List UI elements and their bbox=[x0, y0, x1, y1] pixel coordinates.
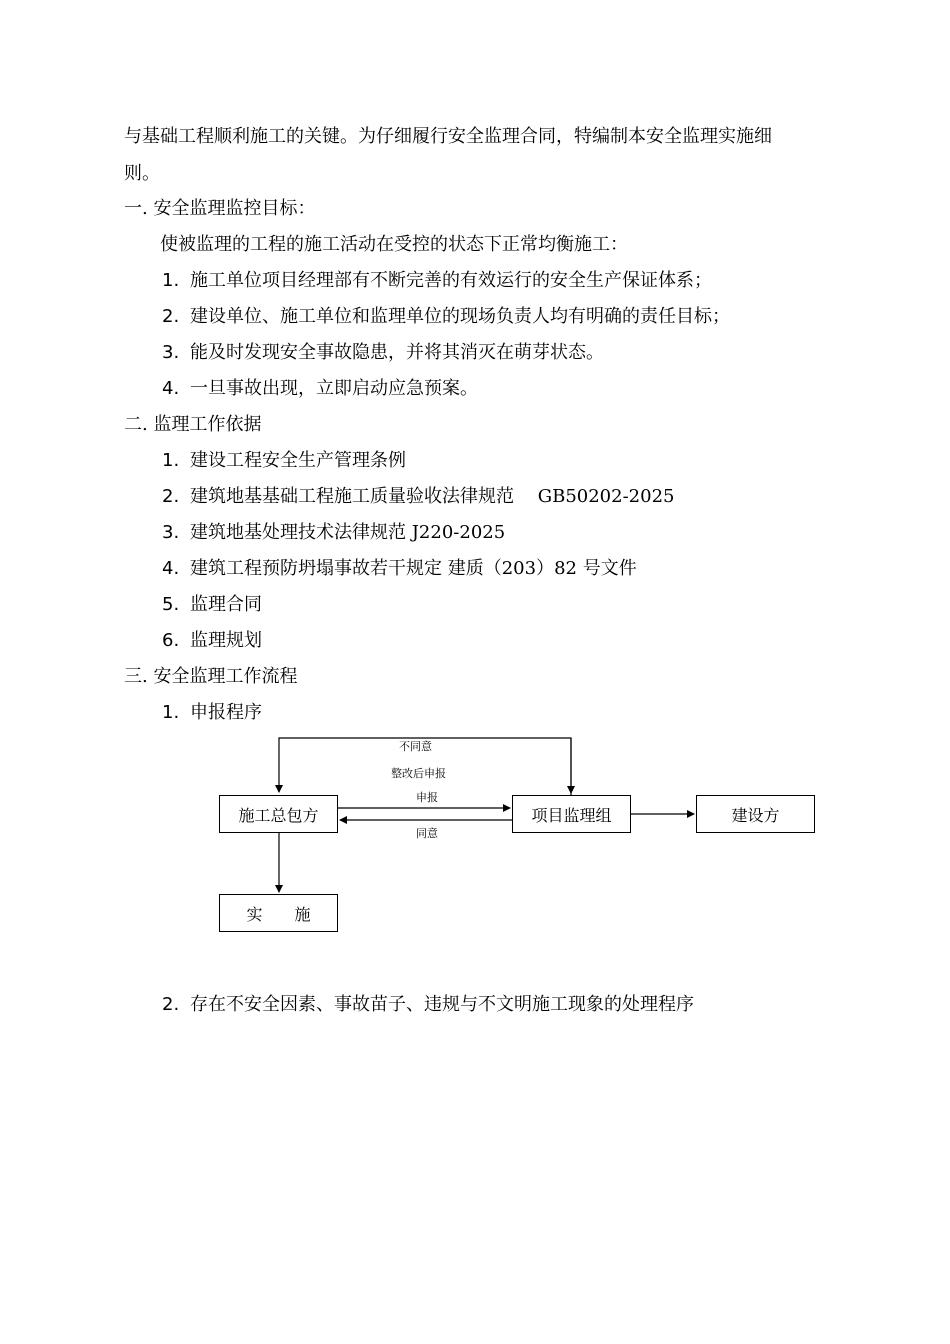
list-number: 1. bbox=[162, 702, 180, 723]
contractor-box: 施工总包方 bbox=[219, 795, 338, 833]
list-number: 4. bbox=[162, 558, 180, 579]
list-number: 4. bbox=[162, 378, 180, 399]
list-number: 1. bbox=[162, 270, 180, 291]
list-text: 能及时发现安全事故隐患，并将其消灭在萌芽状态。 bbox=[190, 342, 604, 363]
label-submit: 申报 bbox=[416, 791, 438, 804]
supervisor-box: 项目监理组 bbox=[512, 795, 631, 833]
list-text: 建设单位、施工单位和监理单位的现场负责人均有明确的责任目标； bbox=[190, 306, 730, 327]
section-3-heading: 三. 安全监理工作流程 bbox=[124, 666, 298, 687]
label-agree: 同意 bbox=[416, 827, 438, 840]
list-text: 建筑工程预防坍塌事故若干规定 建质（203）82 号文件 bbox=[190, 558, 637, 579]
section-1-lead: 使被监理的工程的施工活动在受控的状态下正常均衡施工： bbox=[160, 234, 628, 255]
list-text: 建设工程安全生产管理条例 bbox=[190, 450, 406, 471]
list-text: 一旦事故出现，立即启动应急预案。 bbox=[190, 378, 478, 399]
list-text: 建筑地基处理技术法律规范 J220-2025 bbox=[190, 522, 506, 543]
section-1-heading: 一. 安全监理监控目标： bbox=[124, 198, 316, 219]
list-number: 6. bbox=[162, 630, 180, 651]
list-text: 申报程序 bbox=[190, 702, 262, 723]
list-item bbox=[162, 993, 694, 1017]
list-number: 2. bbox=[162, 994, 180, 1015]
intro-line-2: 则。 bbox=[124, 163, 160, 184]
list-text: 建筑地基基础工程施工质量验收法律规范 GB50202-2025 bbox=[190, 486, 675, 507]
list-number: 2. bbox=[162, 486, 180, 507]
list-text: 监理规划 bbox=[190, 630, 262, 651]
list-number: 3. bbox=[162, 522, 180, 543]
list-text: 存在不安全因素、事故苗子、违规与不文明施工现象的处理程序 bbox=[190, 994, 694, 1015]
owner-box: 建设方 bbox=[696, 795, 815, 833]
list-number: 5. bbox=[162, 594, 180, 615]
list-text: 施工单位项目经理部有不断完善的有效运行的安全生产保证体系； bbox=[190, 270, 712, 291]
label-disagree: 不同意 bbox=[399, 740, 432, 753]
list-number: 2. bbox=[162, 306, 180, 327]
list-number: 1. bbox=[162, 450, 180, 471]
implement-box: 实 施 bbox=[219, 894, 338, 932]
list-number: 3. bbox=[162, 342, 180, 363]
section-2-heading: 二. 监理工作依据 bbox=[124, 414, 262, 435]
list-text: 监理合同 bbox=[190, 594, 262, 615]
label-revise-resubmit: 整改后申报 bbox=[391, 767, 446, 780]
intro-line-1: 与基础工程顺利施工的关键。为仔细履行安全监理合同，特编制本安全监理实施细 bbox=[124, 126, 772, 147]
